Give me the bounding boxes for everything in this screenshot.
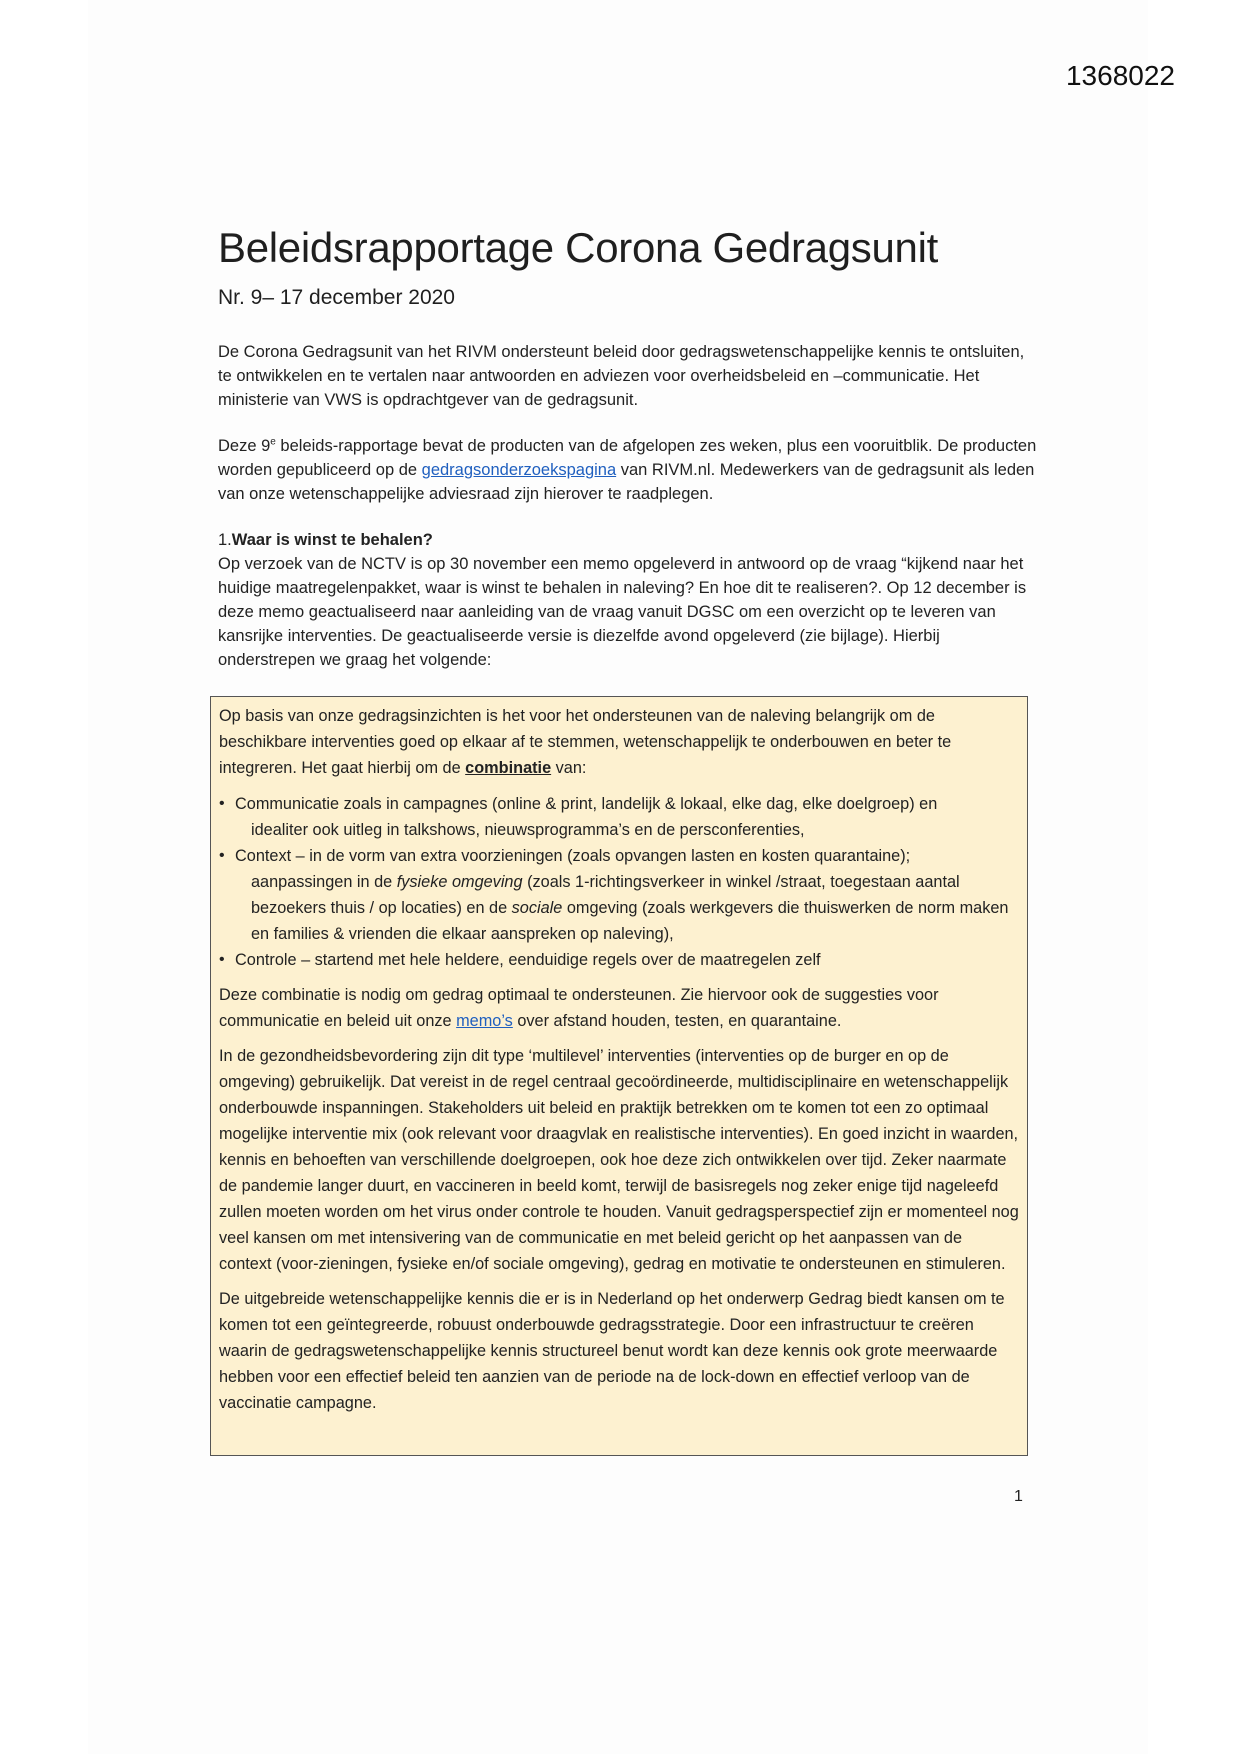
bullet-2-continuation bbox=[235, 869, 1019, 947]
publication-text-3: van RIVM.nl. Medewerkers van de gedragsunit als leden van onze wetenschappelijke adviesraad zijn hierover te raadplegen. bbox=[218, 461, 1035, 503]
intervention-list bbox=[219, 791, 1019, 973]
bullet-2-text-a: aanpassingen in de bbox=[251, 873, 397, 891]
intro-paragraph: De Corona Gedragsunit van het RIVM ondersteunt beleid door gedragswetenschappelijke kennis te ontsluiten, te ontwikkelen en te vertalen naar antwoorden en adviezen voor overheidsbeleid en –communicatie. Het ministerie van VWS is opdrachtgever van de gedragsunit. bbox=[218, 343, 1025, 409]
box-paragraph-3: In de gezondheidsbevordering zijn dit type ‘multilevel’ interventies (interventies op de burger en op de omgeving) gebruikelijk. Dat vereist in de regel centraal gecoördineerde, multidisciplinaire en wetenschappelijk onderbouwde inspanningen. Stakeholders uit beleid en praktijk betrekken om te komen tot een zo optimaal mogelijke interventie mix (ook relevant voor draagvlak en realistische interventies). En goed inzicht in waarden, kennis en behoeften van verschillende doelgroepen, ook hoe deze zich ontwikkelen over tijd. Zeker naarmate de pandemie langer duurt, en vaccineren in beeld komt, terwijl de basisregels nog zeker enige tijd nageleefd zullen moeten worden om het virus onder controle te houden. Vanuit gedragsperspectief zijn er momenteel nog veel kansen om met intensivering van de communicatie en met beleid gericht op het aanpassen van de context (voor-zieningen, fysieke en/of sociale omgeving), gedrag en motivatie te ondersteunen en stimuleren. bbox=[219, 1047, 1019, 1273]
page-title: Beleidsrapportage Corona Gedragsunit bbox=[218, 224, 938, 271]
section-1-text: Op verzoek van de NCTV is op 30 november een memo opgeleverd in antwoord op de vraag “kijkend naar het huidige maatregelenpakket, waar is winst te behalen in naleving? En hoe dit te realiseren?. Op 12 december is deze memo geactualiseerd naar aanleiding van de vraag vanuit DGSC om een overzicht op te leveren van kansrijke interventies. De geactualiseerde versie is diezelfde avond opgeleverd (zie bijlage). Hierbij onderstrepen we graag het volgende: bbox=[218, 555, 1027, 669]
bullet-2-text-b: (zoals 1-richtingsverkeer in winkel /straat, toegestaan aantal bezoekers thuis / op locaties) en de bbox=[251, 873, 960, 917]
box-paragraph-2-end: over afstand houden, testen, en quarantaine. bbox=[512, 1012, 842, 1030]
gedragsonderzoekspagina-link[interactable]: gedragsonderzoekspagina bbox=[421, 461, 617, 479]
box-intro-end: van: bbox=[551, 759, 587, 777]
section-1-heading bbox=[218, 528, 1038, 552]
bullet-1-first-line: Communicatie zoals in campagnes (online & print, landelijk & lokaal, elke dag, elke doelgroep) en bbox=[235, 795, 938, 813]
sociale-emphasis: sociale bbox=[511, 899, 563, 917]
bullet-3-text: Controle – startend met hele heldere, eenduidige regels over de maatregelen zelf bbox=[235, 951, 821, 969]
bullet-2-text-c: omgeving (zoals werkgevers die thuiswerken de norm maken en families & vrienden die elkaar aanspreken op naleving), bbox=[251, 899, 1009, 943]
page-number: 1 bbox=[1014, 1488, 1023, 1505]
bullet-icon: • bbox=[219, 795, 225, 812]
box-intro bbox=[219, 703, 1019, 781]
box-paragraph-4: De uitgebreide wetenschappelijke kennis die er is in Nederland op het onderwerp Gedrag biedt kansen om te komen tot een geïntegreerde, robuust onderbouwde gedragsstrategie. Door een infrastructuur te creëren waarin de gedragswetenschappelijke kennis structureel benut wordt kan deze kennis ook grote meerwaarde hebben voor een effectief beleid ten aanzien van de periode na de lock-down en effectief verloop van de vaccinatie campagne. bbox=[219, 1290, 1005, 1412]
bullet-2-first-line: Context – in de vorm van extra voorzieningen (zoals opvangen lasten en kosten quarantaine); bbox=[235, 847, 911, 865]
highlight-box bbox=[210, 696, 1028, 1456]
ordinal-superscript: e bbox=[270, 436, 276, 448]
publication-text-1: Deze 9 bbox=[218, 437, 271, 455]
bullet-icon: • bbox=[219, 847, 225, 864]
box-paragraph-2-text: Deze combinatie is nodig om gedrag optimaal te ondersteunen. Zie hiervoor ook de suggesties voor communicatie en beleid uit onze bbox=[219, 986, 939, 1030]
memos-link[interactable]: memo’s bbox=[456, 1012, 513, 1030]
publication-text-2: beleids-rapportage bevat de producten van de afgelopen zes weken, plus een vooruitblik. De producten worden gepubliceerd op de bbox=[218, 437, 1037, 479]
bullet-1-continuation: idealiter ook uitleg in talkshows, nieuwsprogramma’s en de persconferenties, bbox=[251, 821, 805, 839]
fysieke-omgeving-emphasis: fysieke omgeving bbox=[396, 873, 523, 891]
list-item bbox=[219, 947, 1019, 973]
section-title: Waar is winst te behalen? bbox=[231, 531, 433, 549]
combinatie-emphasis: combinatie bbox=[465, 759, 552, 777]
document-content bbox=[218, 222, 1038, 672]
box-intro-text: Op basis van onze gedragsinzichten is het voor het ondersteunen van de naleving belangrijk om de beschikbare interventies goed op elkaar af te stemmen, wetenschappelijk te onderbouwen en beter te integreren. Het gaat hierbij om de bbox=[219, 707, 952, 777]
bullet-icon: • bbox=[219, 951, 225, 968]
publication-paragraph bbox=[218, 434, 1038, 506]
list-item bbox=[219, 843, 1019, 947]
list-item bbox=[219, 791, 1019, 843]
section-number: 1. bbox=[218, 531, 232, 549]
page-subtitle: Nr. 9– 17 december 2020 bbox=[218, 286, 455, 309]
document-id: 1368022 bbox=[1065, 60, 1175, 91]
box-paragraph-2 bbox=[219, 982, 1019, 1034]
